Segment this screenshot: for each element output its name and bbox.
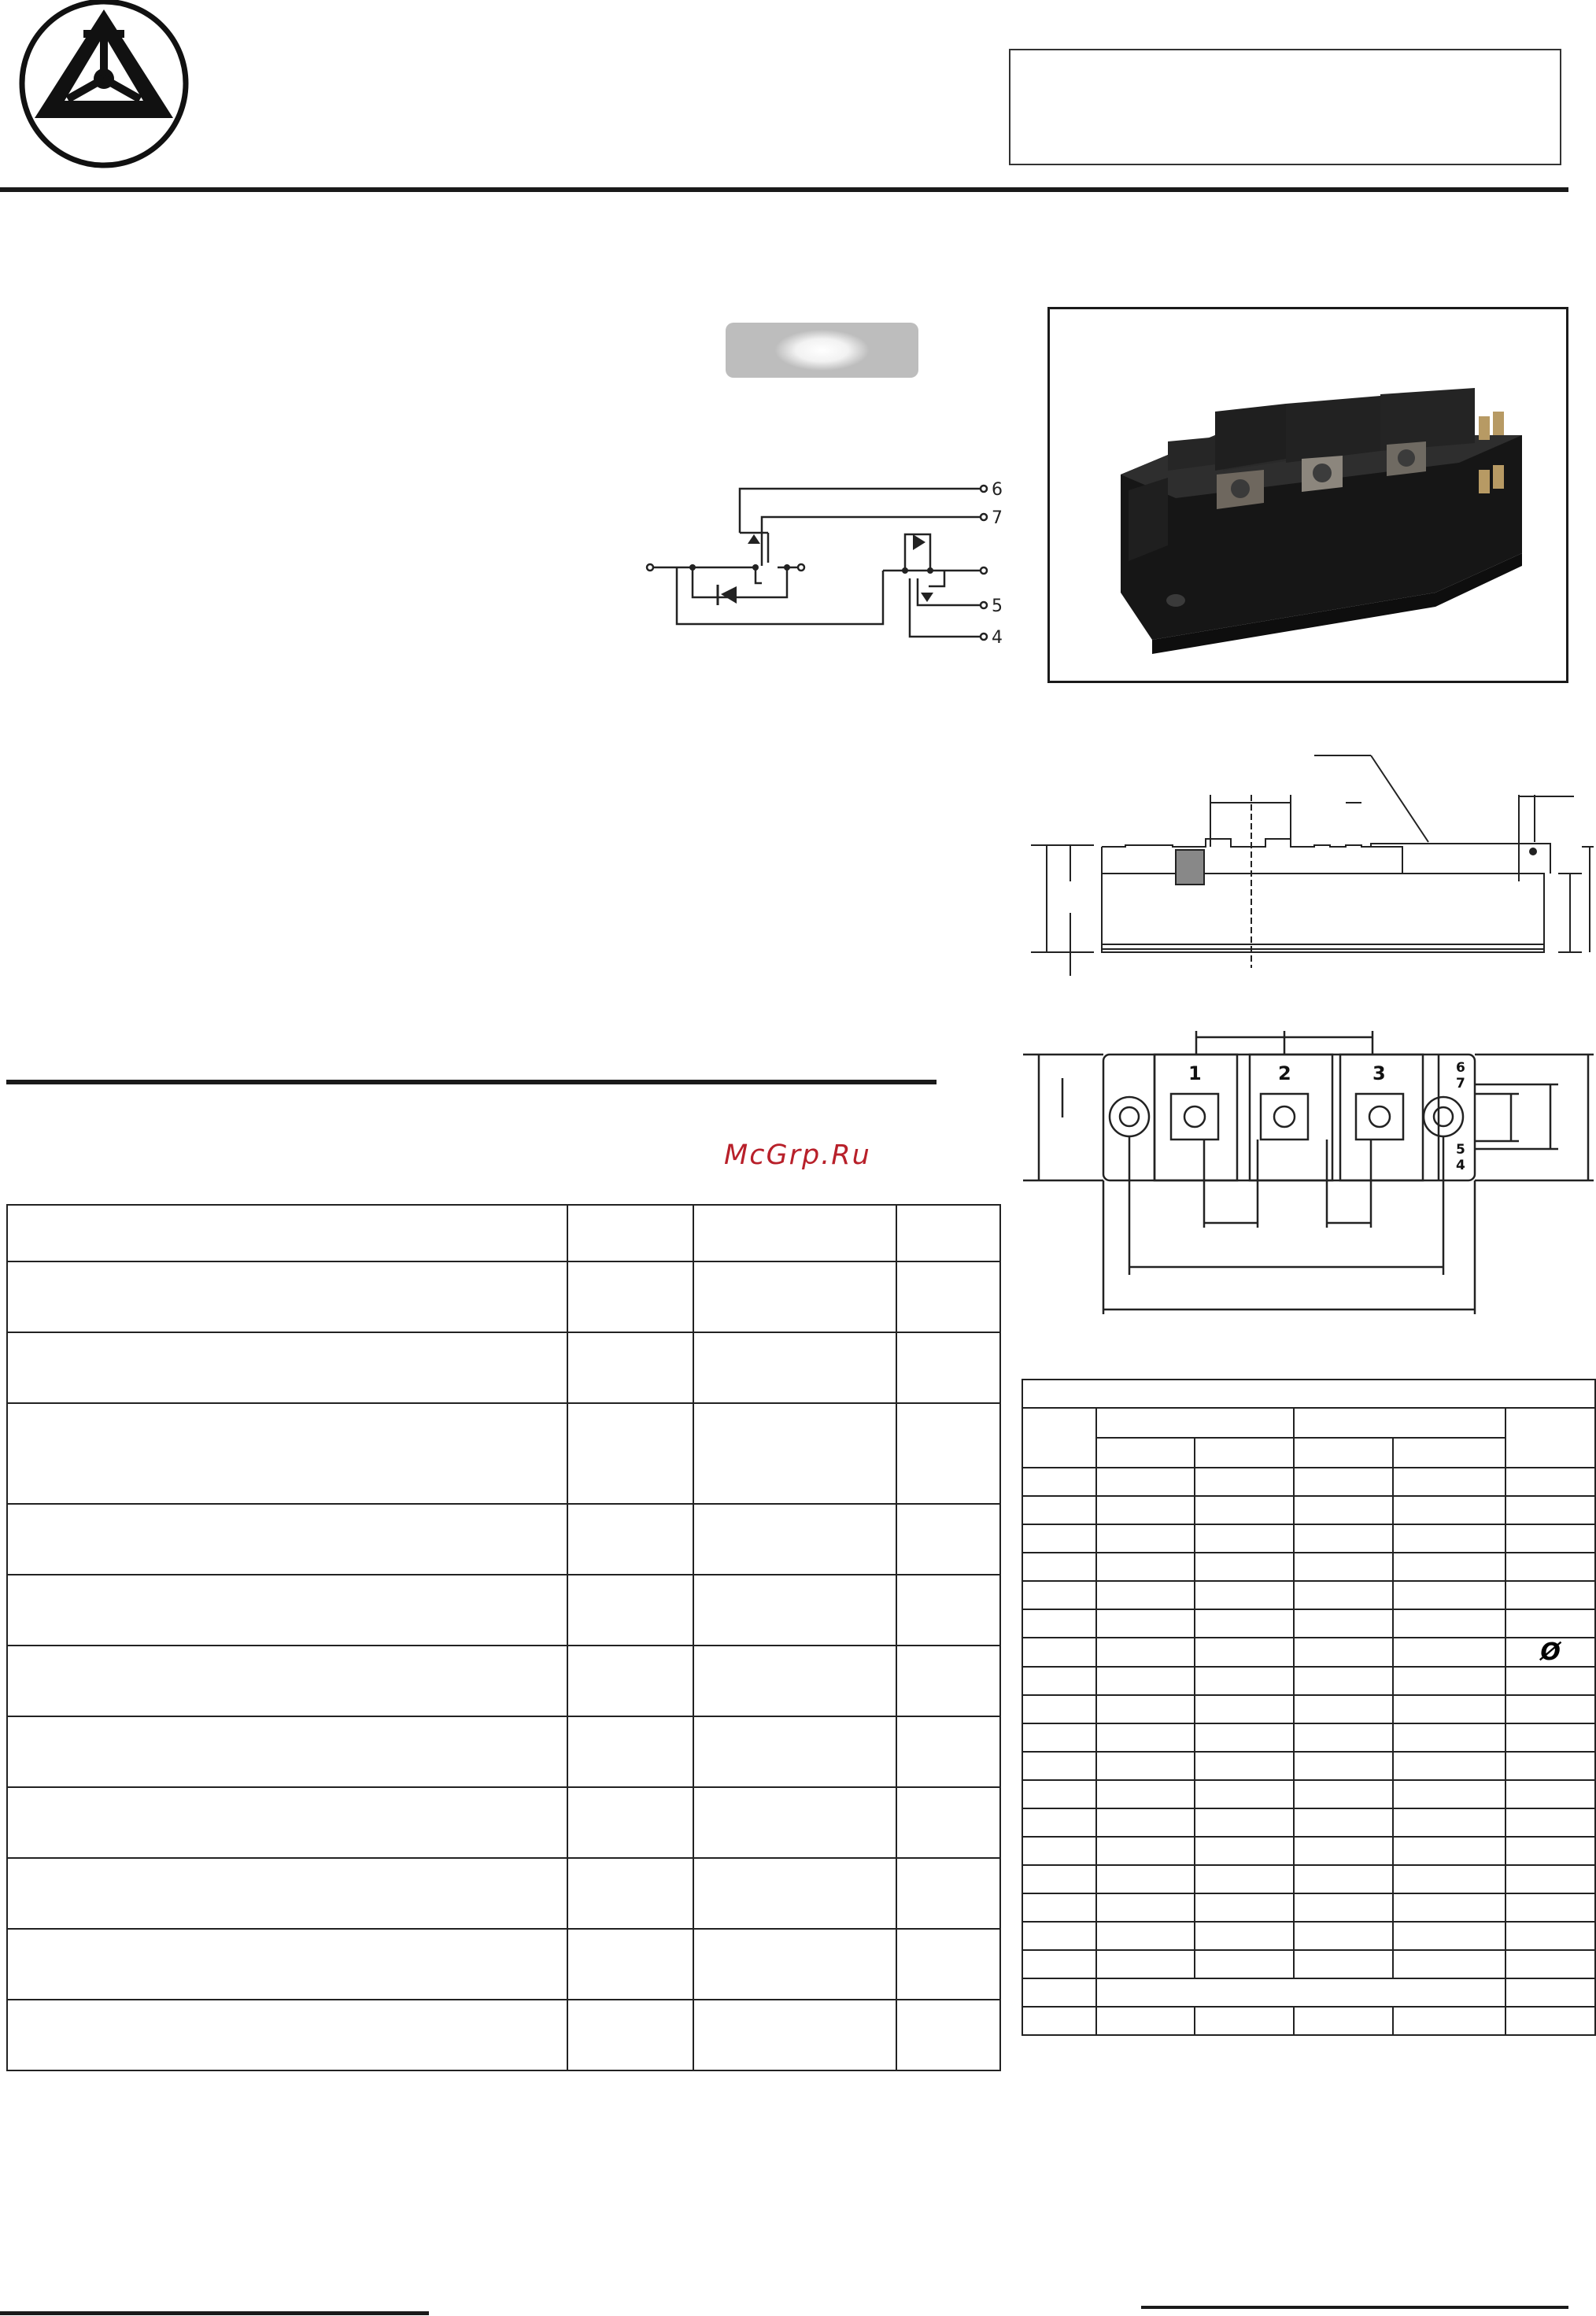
table-row bbox=[7, 1504, 1000, 1575]
side-pin-5-label: 5 bbox=[1456, 1142, 1465, 1158]
header-rule bbox=[0, 187, 1568, 192]
pin-5-label: 5 bbox=[992, 597, 1003, 616]
company-logo bbox=[16, 0, 197, 170]
table-row bbox=[7, 1261, 1000, 1332]
table-row bbox=[7, 1716, 1000, 1787]
pin-4-label: 4 bbox=[992, 628, 1003, 648]
feature-badge bbox=[726, 323, 918, 378]
table-row bbox=[1022, 1865, 1595, 1893]
table-row bbox=[1022, 1922, 1595, 1950]
pin-7-label: 7 bbox=[992, 508, 1003, 528]
product-photo-frame bbox=[1047, 307, 1568, 683]
table-row bbox=[1022, 1667, 1595, 1695]
footer-rule-right bbox=[1141, 2306, 1568, 2309]
table-row bbox=[1022, 1752, 1595, 1780]
table-row bbox=[7, 2000, 1000, 2070]
side-pin-7-label: 7 bbox=[1456, 1076, 1465, 1092]
diameter-symbol: Ø bbox=[1505, 1638, 1595, 1667]
top-view-drawing bbox=[1015, 1015, 1594, 1322]
table-row bbox=[1022, 1780, 1595, 1808]
product-photo bbox=[1050, 309, 1566, 681]
side-pin-6-label: 6 bbox=[1456, 1060, 1465, 1076]
side-view-drawing bbox=[1015, 740, 1594, 976]
footer-rule-left bbox=[0, 2311, 429, 2315]
table-row bbox=[1022, 1893, 1595, 1922]
table-row bbox=[1022, 1950, 1595, 1978]
table-row bbox=[1022, 1496, 1595, 1524]
table-row bbox=[1022, 1524, 1595, 1553]
table-row bbox=[7, 1929, 1000, 2000]
table-row bbox=[7, 1858, 1000, 1929]
table-row bbox=[7, 1403, 1000, 1504]
dimensions-table bbox=[1022, 1379, 1596, 2036]
table-row bbox=[7, 1205, 1000, 1261]
table-row bbox=[1022, 1978, 1595, 2007]
circuit-schematic bbox=[645, 468, 1015, 673]
terminal-1-label: 1 bbox=[1188, 1062, 1202, 1084]
table-row bbox=[1022, 1695, 1595, 1723]
pin-6-label: 6 bbox=[992, 480, 1003, 500]
section-rule bbox=[6, 1080, 937, 1084]
ratings-table bbox=[6, 1204, 1001, 2071]
table-row bbox=[1022, 1581, 1595, 1609]
terminal-3-label: 3 bbox=[1372, 1062, 1386, 1084]
table-row bbox=[7, 1332, 1000, 1403]
table-row bbox=[7, 1787, 1000, 1858]
table-row bbox=[1022, 1638, 1595, 1667]
watermark: McGrp.Ru bbox=[724, 1140, 871, 1171]
side-pin-4-label: 4 bbox=[1456, 1158, 1465, 1173]
table-row bbox=[1022, 1837, 1595, 1865]
table-row bbox=[1022, 1468, 1595, 1496]
table-row bbox=[1022, 2007, 1595, 2035]
table-row bbox=[7, 1646, 1000, 1716]
table-row bbox=[1022, 1609, 1595, 1638]
table-row bbox=[1022, 1723, 1595, 1752]
table-row bbox=[7, 1575, 1000, 1646]
table-row bbox=[1022, 1808, 1595, 1837]
part-number-box bbox=[1009, 49, 1561, 165]
table-row bbox=[1022, 1553, 1595, 1581]
terminal-2-label: 2 bbox=[1278, 1062, 1291, 1084]
